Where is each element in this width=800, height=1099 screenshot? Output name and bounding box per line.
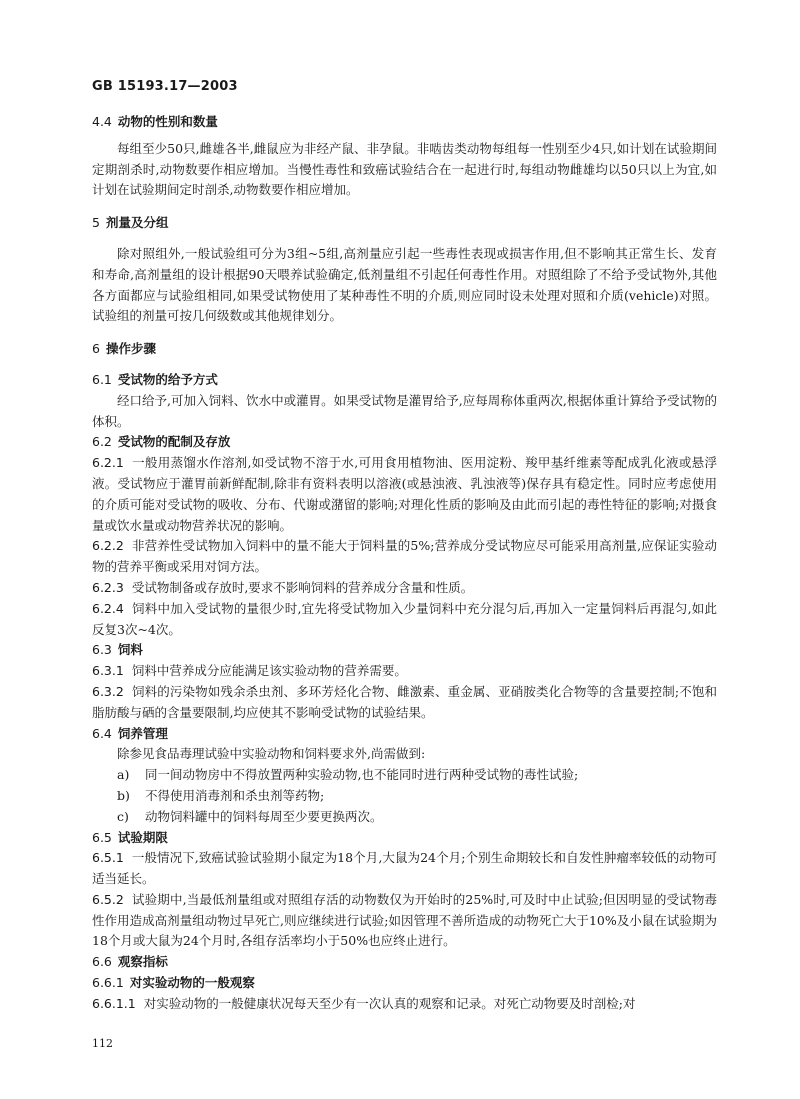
list-item <box>92 765 717 786</box>
section-heading-6-2 <box>92 432 717 453</box>
clause-text: 饲料中营养成分应能满足该实验动物的营养需要。 <box>131 663 407 679</box>
clause-number: 6.5.1 <box>92 850 124 866</box>
clause-6-2-4 <box>92 599 717 641</box>
clause-text: 一般情况下,致癌试验试验期小鼠定为18个月,大鼠为24个月;个别生命期较长和自发性肿瘤率较低的动物可适当延长。 <box>92 850 717 887</box>
clause-6-3-1 <box>92 661 717 682</box>
list-text: 动物饲料罐中的饲料每周至少要更换两次。 <box>145 808 383 824</box>
clause-number: 6.6.1.1 <box>92 995 136 1011</box>
clause-text: 一般用蒸馏水作溶剂,如受试物不溶于水,可用食用植物油、医用淀粉、羧甲基纤维素等配成乳化液或悬浮液。受试物应于灌胃前新鲜配制,除非有资料表明以溶液(或悬浊液、乳浊液等)保存具有稳定性。同时应考虑使用的介质可能对受试物的吸收、分布、代谢或潴留的影响;对理化性质的影响及由此而引起的毒性特征的影响;对摄食量或饮水量或动物营养状况的影响。 <box>92 455 717 533</box>
clause-text: 饲料的污染物如残余杀虫剂、多环芳烃化合物、雌激素、重金属、亚硝胺类化合物等的含量要控制;不饱和脂肪酸与硒的含量要限制,均应使其不影响受试物的试验结果。 <box>92 683 717 720</box>
list-item <box>92 786 717 807</box>
clause-number: 6.2.1 <box>92 455 124 471</box>
section-title: 试验期限 <box>117 829 168 845</box>
clause-6-5-2 <box>92 890 717 952</box>
section-number: 6 <box>92 341 100 357</box>
clause-number: 6.2.3 <box>92 579 124 595</box>
section-title: 操作步骤 <box>105 341 156 357</box>
clause-number: 6.2.4 <box>92 600 124 616</box>
section-title: 饲料 <box>117 642 143 658</box>
list-text: 同一间动物房中不得放置两种实验动物,也不能同时进行两种受试物的毒性试验; <box>145 767 579 783</box>
section-heading-5 <box>92 213 717 234</box>
section-number: 6.2 <box>92 434 112 450</box>
clause-6-2-1 <box>92 453 717 536</box>
section-heading-6-1 <box>92 370 717 391</box>
clause-text: 饲料中加入受试物的量很少时,宜先将受试物加入少量饲料中充分混匀后,再加入一定量饲料后再混匀,如此反复3次~4次。 <box>92 600 717 637</box>
section-title: 观察指标 <box>117 954 168 970</box>
section-title: 对实验动物的一般观察 <box>129 975 255 991</box>
clause-text: 对实验动物的一般健康状况每天至少有一次认真的观察和记录。对死亡动物要及时剖检;对 <box>143 995 636 1011</box>
section-title: 受试物的配制及存放 <box>117 434 231 450</box>
list-label: b) <box>117 787 130 803</box>
section-number: 6.6.1 <box>92 975 124 991</box>
section-title: 受试物的给予方式 <box>117 371 218 387</box>
clause-text: 受试物制备或存放时,要求不影响饲料的营养成分含量和性质。 <box>131 579 474 595</box>
section-title: 饲养管理 <box>117 725 168 741</box>
page-content <box>92 112 717 1015</box>
section-number: 6.3 <box>92 642 112 658</box>
section-number: 5 <box>92 215 100 231</box>
section-title: 剂量及分组 <box>105 215 169 231</box>
list-text: 不得使用消毒剂和杀虫剂等药物; <box>145 787 325 803</box>
section-number: 4.4 <box>92 114 112 129</box>
paragraph: 除对照组外,一般试验组可分为3组~5组,高剂量应引起一些毒性表现或损害作用,但不影响其正常生长、发育和寿命,高剂量组的设计根据90天喂养试验确定,低剂量组不引起任何毒性作用。对照组除了不给予受试物外,其他各方面都应与试验组相同,如果受试物使用了某种毒性不明的介质,则应同时设未处理对照和介质(vehicle)对照。试验组的剂量可按几何级数或其他规律划分。 <box>92 245 717 324</box>
section-heading-6-5 <box>92 828 717 849</box>
section-heading-6-6-1 <box>92 973 717 994</box>
section-heading-6-6 <box>92 952 717 973</box>
section-heading-6-3 <box>92 640 717 661</box>
list-item <box>92 807 717 828</box>
clause-text: 试验期中,当最低剂量组或对照组存活的动物数仅为开始时的25%时,可及时中止试验;但因明显的受试物毒性作用造成高剂量组动物过早死亡,则应继续进行试验;如因管理不善所造成的动物死亡大于10%及小鼠在试验期为18个月或大鼠为24个月时,各组存活率均小于50%也应终止进行。 <box>92 891 717 949</box>
section-heading-4-4 <box>92 112 717 133</box>
section-number: 6.6 <box>92 954 112 970</box>
clause-6-2-3 <box>92 578 717 599</box>
clause-6-5-1 <box>92 848 717 890</box>
paragraph: 经口给予,可加入饲料、饮水中或灌胃。如果受试物是灌胃给予,应每周称体重两次,根据体重计算给予受试物的体积。 <box>92 392 717 429</box>
paragraph: 除参见食品毒理试验中实验动物和饲料要求外,尚需做到: <box>117 746 426 762</box>
section-number: 6.4 <box>92 725 112 741</box>
clause-6-6-1-1 <box>92 994 717 1015</box>
page-number: 112 <box>92 1037 113 1050</box>
clause-text: 非营养性受试物加入饲料中的量不能大于饲料量的5%;营养成分受试物应尽可能采用高剂量,应保证实验动物的营养平衡或采用对饲方法。 <box>92 538 717 575</box>
clause-number: 6.5.2 <box>92 891 124 907</box>
clause-6-2-2 <box>92 536 717 578</box>
section-title: 动物的性别和数量 <box>117 114 218 129</box>
section-number: 6.1 <box>92 371 112 387</box>
standard-number: GB 15193.17—2003 <box>92 79 238 94</box>
section-number: 6.5 <box>92 829 112 845</box>
section-heading-6 <box>92 339 717 360</box>
list-label: c) <box>117 808 129 824</box>
section-heading-6-4 <box>92 724 717 745</box>
clause-number: 6.3.1 <box>92 663 124 679</box>
list-label: a) <box>117 767 130 783</box>
clause-number: 6.3.2 <box>92 683 124 699</box>
paragraph: 每组至少50只,雌雄各半,雌鼠应为非经产鼠、非孕鼠。非啮齿类动物每组每一性别至少4只,如计划在试验期间定期剖杀时,动物数要作相应增加。当慢性毒性和致癌试验结合在一起进行时,每组动物雌雄均以50只以上为宜,如计划在试验期间定时剖杀,动物数要作相应增加。 <box>92 140 717 198</box>
clause-6-3-2 <box>92 682 717 724</box>
clause-number: 6.2.2 <box>92 538 124 554</box>
